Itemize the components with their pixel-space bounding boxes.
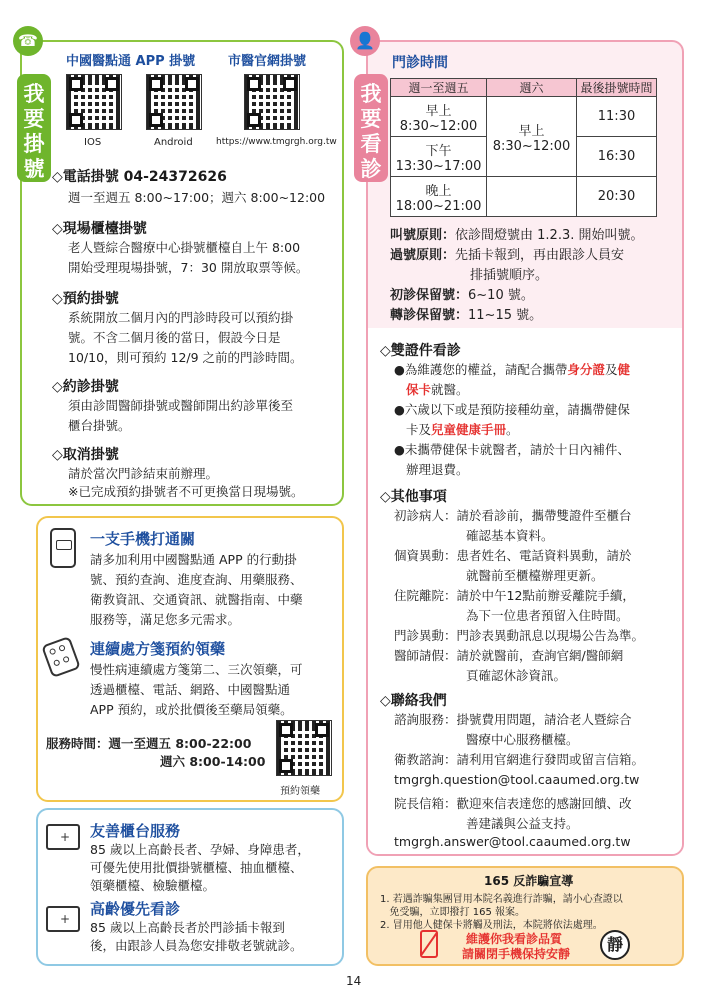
counter-register-line1: 老人暨綜合醫療中心掛號櫃檯自上午 8:00 <box>68 240 301 255</box>
android-qr-code[interactable] <box>146 74 202 130</box>
col-last-registration: 最後掛號時間 <box>577 79 657 97</box>
referral-reserved: 轉診保留號：11~15 號。 <box>390 308 543 323</box>
priority-title: 高齡優先看診 <box>90 900 181 918</box>
anti-fraud-line3: 2. 冒用他人健保卡將觸及刑法，本院將依法處理。 <box>380 920 603 931</box>
prescription-qr-code[interactable] <box>276 720 332 776</box>
anti-fraud-title: 165 反詐騙宣導 <box>484 874 574 888</box>
cancel-register-title: ◇取消掛號 <box>52 447 119 463</box>
mobile-service-line3: 衛教資訊、交通資訊、就醫指南、中藥 <box>90 592 303 607</box>
mobile-service-title: 一支手機打通關 <box>90 530 196 548</box>
phone-register-title: ◇電話掛號 04-24372626 <box>52 169 227 185</box>
contact-director-email[interactable]: tmgrgh.answer@tool.caaumed.org.tw <box>394 834 631 849</box>
consultation-tab: 我要看診 <box>354 74 388 182</box>
priority-line1: 85 歲以上高齡長者於門診插卡報到 <box>90 920 285 935</box>
prescription-line1: 慢性病連續處方箋第二、三次領藥，可 <box>90 662 303 677</box>
other-discharge-2: 為下一位患者預留入住時間。 <box>466 608 629 623</box>
anti-fraud-line2: 免受騙，立即撥打 165 報案。 <box>380 907 525 918</box>
phone-register-hours: 週一至週五 8:00~17:00；週六 8:00~12:00 <box>68 190 326 205</box>
dual-id-line3b: 辦理退費。 <box>406 462 469 477</box>
web-register-title: 市醫官網掛號 <box>228 54 307 69</box>
missed-rule-line2: 排插號順序。 <box>470 268 549 283</box>
cancel-line2: ※已完成預約掛號者不可更換當日現場號。 <box>68 484 304 499</box>
dual-id-title: ◇雙證件看診 <box>380 343 461 359</box>
contact-education-email[interactable]: tmgrgh.question@tool.caaumed.org.tw <box>394 772 640 787</box>
counter-register-title: ◇現場櫃檯掛號 <box>52 221 147 237</box>
other-doctor-leave: 醫師請假：請於就醫前，查詢官網/醫師網 <box>394 648 624 663</box>
contact-consult-2: 醫療中心服務櫃檯。 <box>466 732 579 747</box>
priority-counter-icon: + <box>46 906 80 932</box>
other-matters-title: ◇其他事項 <box>380 489 447 505</box>
service-hours-weekday: 服務時間：週一至週五 8:00-22:00 <box>46 736 252 751</box>
contact-director-2: 善建議與公益支持。 <box>466 816 579 831</box>
cancel-line1: 請於當次門診結束前辦理。 <box>68 466 219 481</box>
col-weekday: 週一至週五 <box>391 79 487 97</box>
website-url[interactable]: https://www.tmgrgh.org.tw <box>216 137 337 147</box>
prescription-qr-label: 預約領藥 <box>280 786 320 797</box>
other-doctor-leave-2: 頁確認休診資訊。 <box>466 668 567 683</box>
no-phone-icon <box>420 930 438 958</box>
reserve-line2: 號。不含二個月後的當日，假設今日是 <box>68 330 281 345</box>
other-data-change-2: 就醫前至櫃檯辦理更新。 <box>466 568 604 583</box>
page-number: 14 <box>346 974 362 988</box>
other-data-change: 個資異動：患者姓名、電話資料異動，請於 <box>394 548 632 563</box>
prescription-title: 連續處方箋預約領藥 <box>90 640 226 658</box>
phone-icon: ☎ <box>13 26 43 56</box>
quiet-slogan-line2: 請關閉手機保持安靜 <box>462 947 571 961</box>
friendly-counter-line3: 領藥櫃檯、檢驗櫃檯。 <box>90 878 216 893</box>
saturday-morning: 早上 8:30~12:00 <box>487 97 577 177</box>
quiet-badge: 靜 <box>600 930 630 960</box>
priority-line2: 後，由跟診人員為您安排敬老號就診。 <box>90 938 303 953</box>
ios-label: IOS <box>84 137 102 148</box>
counter-register-line2: 開始受理現場掛號，7：30 開放取票等候。 <box>68 260 309 275</box>
last-morning: 11:30 <box>577 97 657 137</box>
android-label: Android <box>154 137 193 148</box>
user-add-icon: 👤 <box>350 26 380 56</box>
last-evening: 20:30 <box>577 177 657 217</box>
friendly-counter-title: 友善櫃台服務 <box>90 822 181 840</box>
call-rule: 叫號原則：依診間燈號由 1.2.3. 開始叫號。 <box>390 228 644 243</box>
mobile-service-line4: 服務等，滿足您多元需求。 <box>90 612 241 627</box>
website-qr-code[interactable] <box>244 74 300 130</box>
contact-education: 衛教諮詢：請利用官網進行發問或留言信箱。 <box>394 752 645 767</box>
mobile-phone-icon <box>50 528 76 568</box>
appointment-line1: 須由診間醫師掛號或醫師開出約診單後至 <box>68 398 294 413</box>
appointment-line2: 櫃台掛號。 <box>68 418 131 433</box>
registration-tab: 我要掛號 <box>17 74 51 182</box>
saturday-evening-empty <box>487 177 577 217</box>
anti-fraud-line1: 1. 若遇詐騙集團冒用本院名義進行詐騙，請小心查證以 <box>380 894 623 905</box>
prescription-line2: 透過櫃檯、電話、網路、中國醫點通 <box>90 682 291 697</box>
ios-qr-code[interactable] <box>66 74 122 130</box>
col-saturday: 週六 <box>487 79 577 97</box>
mobile-service-line1: 請多加利用中國醫點通 APP 的行動掛 <box>90 552 297 567</box>
clinic-hours-table <box>390 78 657 217</box>
first-visit-reserved: 初診保留號：6~10 號。 <box>390 288 534 303</box>
other-discharge: 住院離院：請於中午12點前辦妥離院手續， <box>394 588 635 603</box>
last-afternoon: 16:30 <box>577 137 657 177</box>
friendly-counter-line2: 可優先使用批價掛號櫃檯、抽血櫃檯、 <box>90 860 303 875</box>
row-afternoon-weekday: 下午 13:30~17:00 <box>391 137 487 177</box>
other-first-visit-2: 確認基本資料。 <box>466 528 554 543</box>
reserve-line3: 10/10，則可預約 12/9 之前的門診時間。 <box>68 350 303 365</box>
mobile-service-line2: 號、預約查詢、進度查詢、用藥服務、 <box>90 572 303 587</box>
app-register-title: 中國醫點通 APP 掛號 <box>66 54 196 69</box>
service-counter-icon: + <box>46 824 80 850</box>
row-evening-weekday: 晚上 18:00~21:00 <box>391 177 487 217</box>
other-clinic-change: 門診異動：門診表異動訊息以現場公告為準。 <box>394 628 645 643</box>
appointment-register-title: ◇約診掛號 <box>52 379 119 395</box>
row-morning-weekday: 早上 8:30~12:00 <box>391 97 487 137</box>
contact-director: 院長信箱：歡迎來信表達您的感謝回饋、改 <box>394 796 632 811</box>
dual-id-line2b: 卡及兒童健康手冊。 <box>406 422 519 437</box>
dual-id-line2: ●六歲以下或是預防接種幼童，請攜帶健保 <box>394 402 630 417</box>
dual-id-line1b: 保卡就醫。 <box>406 382 469 397</box>
reserve-register-title: ◇預約掛號 <box>52 291 119 307</box>
prescription-line3: APP 預約，或於批價後至藥局領藥。 <box>90 702 293 717</box>
reserve-line1: 系統開放二個月內的門診時段可以預約掛 <box>68 310 294 325</box>
clinic-hours-title: 門診時間 <box>392 55 448 71</box>
other-first-visit: 初診病人：請於看診前，攜帶雙證件至櫃台 <box>394 508 632 523</box>
dual-id-line3: ●未攜帶健保卡就醫者，請於十日內補件、 <box>394 442 630 457</box>
quiet-slogan-line1: 維護你我看診品質 <box>466 932 563 946</box>
contact-consult: 諮詢服務：掛號費用問題，請洽老人暨綜合 <box>394 712 632 727</box>
missed-rule: 過號原則：先插卡報到，再由跟診人員安 <box>390 248 625 263</box>
contact-title: ◇聯絡我們 <box>380 693 447 709</box>
dual-id-line1: ●為維護您的權益，請配合攜帶身分證及健 <box>394 362 630 377</box>
friendly-counter-line1: 85 歲以上高齡長者、孕婦、身障患者， <box>90 842 310 857</box>
service-hours-saturday: 週六 8:00-14:00 <box>160 754 266 769</box>
